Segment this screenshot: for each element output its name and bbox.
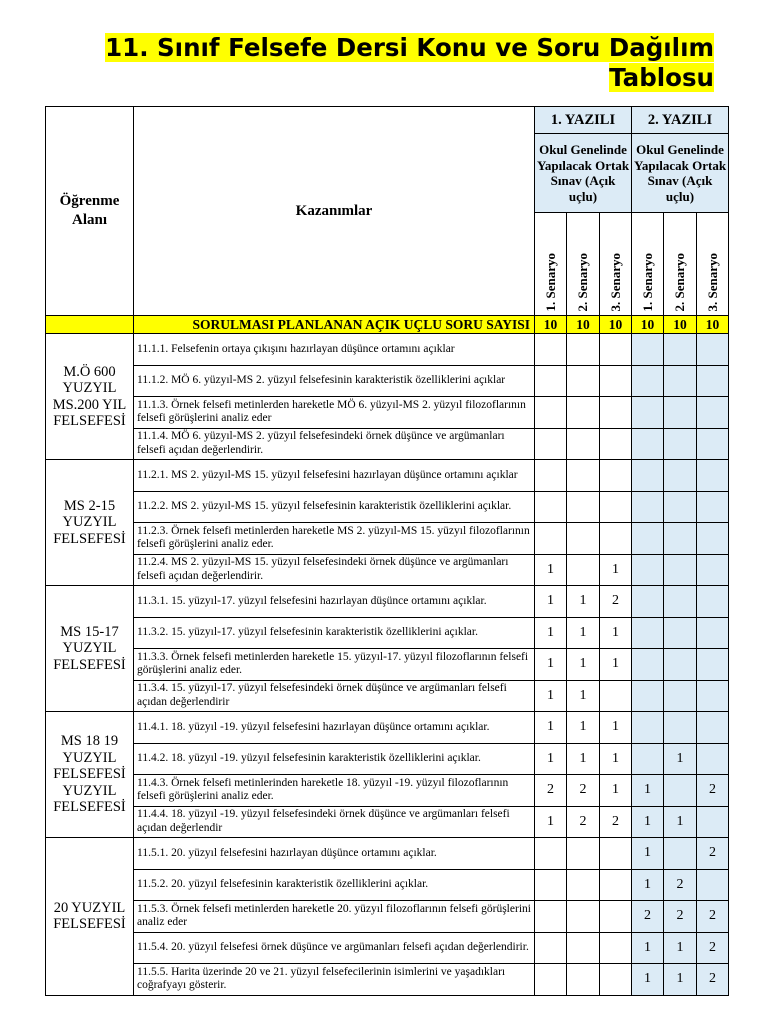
question-row-spacer: [46, 316, 134, 334]
kazanim-cell: 11.3.3. Örnek felsefi metinlerden hareketle 15. yüzyıl-17. yüzyıl filozoflarının felsefi görüşlerini analiz eder.: [134, 649, 535, 681]
table-row: [46, 964, 729, 996]
kazanim-cell: 11.1.4. MÖ 6. yüzyıl-MS 2. yüzyıl felsefesindeki örnek düşünce ve argümanları felsefi açıdan değerlendirir.: [134, 428, 535, 460]
question-count-cell: [535, 397, 567, 429]
kazanim-cell: 11.3.4. 15. yüzyıl-17. yüzyıl felsefesindeki örnek düşünce ve argümanları felsefi açıdan değerlendirir: [134, 680, 535, 712]
table-row: [46, 397, 729, 429]
question-count-cell: [567, 869, 600, 901]
yazili-2-header: 2. YAZILI: [632, 107, 729, 134]
question-count-cell: [535, 334, 567, 366]
okul-header-2: Okul Genelinde Yapılacak Ortak Sınav (Açık uçlu): [632, 134, 729, 213]
ogrenme-alani-cell: MS 15-17 YUZYIL FELSEFESİ: [46, 586, 134, 712]
question-count-cell: 1: [535, 649, 567, 681]
senaryo-label: 1. Senaryo: [542, 252, 558, 311]
question-count-cell: 1: [664, 932, 697, 964]
question-count-cell: 2: [600, 806, 632, 838]
question-count-cell: 2: [664, 901, 697, 933]
table-row: [46, 365, 729, 397]
question-count-cell: 1: [600, 649, 632, 681]
question-count-cell: [697, 491, 729, 523]
question-count-value: 10: [664, 316, 697, 334]
senaryo-label: 3. Senaryo: [704, 252, 720, 311]
table-row: [46, 838, 729, 870]
question-count-cell: [664, 334, 697, 366]
senaryo-header: [697, 213, 729, 316]
question-count-cell: [600, 932, 632, 964]
question-count-cell: 1: [567, 712, 600, 744]
question-count-cell: [697, 806, 729, 838]
question-count-cell: [697, 743, 729, 775]
question-count-cell: [632, 743, 664, 775]
question-count-cell: [632, 334, 664, 366]
question-count-cell: 1: [535, 743, 567, 775]
question-count-cell: [664, 680, 697, 712]
yazili-1-header: 1. YAZILI: [535, 107, 632, 134]
question-count-cell: [600, 397, 632, 429]
question-count-cell: 1: [535, 712, 567, 744]
question-count-cell: [632, 712, 664, 744]
question-count-cell: [664, 365, 697, 397]
question-count-cell: [664, 523, 697, 555]
question-count-cell: [567, 554, 600, 586]
table-row: [46, 617, 729, 649]
question-count-cell: 1: [567, 680, 600, 712]
question-count-cell: [600, 869, 632, 901]
question-count-cell: [567, 838, 600, 870]
question-count-cell: [567, 932, 600, 964]
kazanimlar-header: Kazanımlar: [134, 107, 535, 316]
question-count-cell: [632, 397, 664, 429]
question-count-cell: [600, 680, 632, 712]
question-count-cell: 2: [664, 869, 697, 901]
question-count-cell: 1: [600, 743, 632, 775]
question-count-cell: [535, 964, 567, 996]
question-count-cell: 2: [697, 838, 729, 870]
question-count-cell: 1: [632, 775, 664, 807]
table-row: [46, 649, 729, 681]
question-count-value: 10: [697, 316, 729, 334]
question-count-cell: 2: [600, 586, 632, 618]
question-count-cell: [567, 460, 600, 492]
ogrenme-alani-cell: MS 2-15 YUZYIL FELSEFESİ: [46, 460, 134, 586]
ogrenme-alani-cell: M.Ö 600 YUZYIL MS.200 YIL FELSEFESİ: [46, 334, 134, 460]
question-count-cell: [697, 428, 729, 460]
question-count-cell: [535, 869, 567, 901]
table-row: [46, 523, 729, 555]
kazanim-cell: 11.2.1. MS 2. yüzyıl-MS 15. yüzyıl felsefesini hazırlayan düşünce ortamını açıklar: [134, 460, 535, 492]
question-count-cell: [600, 365, 632, 397]
question-count-cell: [664, 617, 697, 649]
senaryo-header: [632, 213, 664, 316]
kazanim-cell: 11.5.1. 20. yüzyıl felsefesini hazırlayan düşünce ortamını açıklar.: [134, 838, 535, 870]
question-count-cell: [697, 554, 729, 586]
question-count-cell: 2: [697, 964, 729, 996]
question-count-cell: [632, 460, 664, 492]
question-count-cell: 1: [664, 964, 697, 996]
kazanim-cell: 11.5.5. Harita üzerinde 20 ve 21. yüzyıl felsefecilerinin isimlerini ve yaşadıkları coğrafyayı gösterir.: [134, 964, 535, 996]
question-count-cell: 2: [697, 901, 729, 933]
kazanim-cell: 11.2.3. Örnek felsefi metinlerden hareketle MS 2. yüzyıl-MS 15. yüzyıl filozoflarının felsefi görüşlerini analiz eder.: [134, 523, 535, 555]
question-count-cell: 2: [567, 806, 600, 838]
senaryo-label: 2. Senaryo: [672, 252, 687, 311]
question-count-cell: 1: [567, 586, 600, 618]
kazanim-cell: 11.1.2. MÖ 6. yüzyıl-MS 2. yüzyıl felsefesinin karakteristik özelliklerini açıklar: [134, 365, 535, 397]
question-count-cell: [697, 649, 729, 681]
question-count-cell: [567, 491, 600, 523]
kazanim-cell: 11.2.4. MS 2. yüzyıl-MS 15. yüzyıl felsefesindeki örnek düşünce ve argümanları felsefi açıdan değerlendirir.: [134, 554, 535, 586]
question-count-cell: 1: [632, 869, 664, 901]
question-count-cell: [632, 586, 664, 618]
question-count-cell: [664, 554, 697, 586]
question-count-cell: 1: [535, 554, 567, 586]
question-count-cell: [632, 680, 664, 712]
distribution-table: [45, 106, 729, 996]
question-count-cell: 1: [632, 964, 664, 996]
question-count-cell: [664, 428, 697, 460]
table-row: [46, 334, 729, 366]
question-count-cell: [664, 460, 697, 492]
ogrenme-alani-cell: MS 18 19 YUZYIL FELSEFESİ YUZYIL FELSEFESİ: [46, 712, 134, 838]
question-count-cell: [697, 617, 729, 649]
question-count-cell: [697, 460, 729, 492]
question-count-cell: 1: [567, 743, 600, 775]
question-count-cell: 1: [632, 806, 664, 838]
senaryo-header: [664, 213, 697, 316]
kazanim-cell: 11.1.3. Örnek felsefi metinlerden hareketle MÖ 6. yüzyıl-MS 2. yüzyıl filozoflarının felsefi görüşlerini analiz eder: [134, 397, 535, 429]
table-row: [46, 712, 729, 744]
question-count-cell: [632, 617, 664, 649]
question-count-cell: [632, 523, 664, 555]
question-count-cell: 1: [567, 617, 600, 649]
question-count-cell: [535, 523, 567, 555]
table-row: [46, 869, 729, 901]
question-count-cell: [697, 712, 729, 744]
question-count-cell: 1: [600, 775, 632, 807]
question-count-cell: [567, 901, 600, 933]
question-count-cell: 1: [535, 586, 567, 618]
question-count-cell: 1: [600, 617, 632, 649]
senaryo-label: 1. Senaryo: [639, 252, 655, 311]
question-count-cell: [664, 397, 697, 429]
question-count-cell: [600, 523, 632, 555]
question-count-cell: [632, 428, 664, 460]
ogrenme-alani-cell: 20 YUZYIL FELSEFESİ: [46, 838, 134, 996]
question-count-cell: 2: [632, 901, 664, 933]
question-count-cell: 2: [567, 775, 600, 807]
page-title: [74, 33, 714, 93]
question-count-cell: [697, 523, 729, 555]
question-count-cell: [664, 649, 697, 681]
table-row: [46, 775, 729, 807]
table-row: [46, 428, 729, 460]
question-count-cell: 1: [632, 932, 664, 964]
table-row: [46, 491, 729, 523]
kazanim-cell: 11.3.1. 15. yüzyıl-17. yüzyıl felsefesini hazırlayan düşünce ortamını açıklar.: [134, 586, 535, 618]
question-count-cell: [664, 838, 697, 870]
question-count-value: 10: [600, 316, 632, 334]
question-count-cell: [632, 491, 664, 523]
table-row: [46, 743, 729, 775]
kazanim-cell: 11.2.2. MS 2. yüzyıl-MS 15. yüzyıl felsefesinin karakteristik özelliklerini açıklar.: [134, 491, 535, 523]
question-count-cell: [664, 586, 697, 618]
question-count-cell: 2: [697, 932, 729, 964]
question-count-value: 10: [632, 316, 664, 334]
question-count-cell: 2: [697, 775, 729, 807]
question-count-value: 10: [567, 316, 600, 334]
question-count-cell: [567, 365, 600, 397]
question-count-cell: 1: [535, 806, 567, 838]
question-count-cell: [535, 428, 567, 460]
question-count-cell: [664, 491, 697, 523]
question-count-cell: [632, 649, 664, 681]
question-count-cell: [535, 365, 567, 397]
kazanim-cell: 11.4.2. 18. yüzyıl -19. yüzyıl felsefesinin karakteristik özelliklerini açıklar.: [134, 743, 535, 775]
senaryo-label: 3. Senaryo: [607, 252, 623, 311]
table-row: [46, 586, 729, 618]
question-count-cell: [664, 712, 697, 744]
kazanim-cell: 11.4.4. 18. yüzyıl -19. yüzyıl felsefesindeki örnek düşünce ve argümanları felsefi açıdan değerlendir: [134, 806, 535, 838]
question-count-cell: [697, 334, 729, 366]
question-count-label: SORULMASI PLANLANAN AÇIK UÇLU SORU SAYISI: [134, 316, 535, 334]
question-count-cell: 1: [535, 617, 567, 649]
table-row: [46, 680, 729, 712]
question-count-cell: [567, 428, 600, 460]
kazanim-cell: 11.4.1. 18. yüzyıl -19. yüzyıl felsefesini hazırlayan düşünce ortamını açıklar.: [134, 712, 535, 744]
question-count-cell: 1: [664, 743, 697, 775]
kazanim-cell: 11.5.2. 20. yüzyıl felsefesinin karakteristik özelliklerini açıklar.: [134, 869, 535, 901]
question-count-cell: 1: [535, 680, 567, 712]
table-row: [46, 901, 729, 933]
header-row-1: [46, 107, 729, 134]
question-count-cell: [697, 680, 729, 712]
senaryo-header: [567, 213, 600, 316]
question-count-cell: [600, 838, 632, 870]
senaryo-label: 2. Senaryo: [575, 252, 590, 311]
question-count-cell: 1: [664, 806, 697, 838]
question-count-row: [46, 316, 729, 334]
question-count-cell: [535, 491, 567, 523]
kazanim-cell: 11.1.1. Felsefenin ortaya çıkışını hazırlayan düşünce ortamını açıklar: [134, 334, 535, 366]
table-row: [46, 932, 729, 964]
question-count-cell: 1: [600, 712, 632, 744]
question-count-cell: 2: [535, 775, 567, 807]
ogrenme-alani-header: Öğrenme Alanı: [46, 107, 134, 316]
question-count-cell: [697, 365, 729, 397]
question-count-cell: [697, 397, 729, 429]
kazanim-cell: 11.5.3. Örnek felsefi metinlerden hareketle 20. yüzyıl filozoflarının felsefi görüşlerini analiz eder: [134, 901, 535, 933]
question-count-cell: [600, 964, 632, 996]
question-count-cell: [567, 964, 600, 996]
kazanim-cell: 11.3.2. 15. yüzyıl-17. yüzyıl felsefesinin karakteristik özelliklerini açıklar.: [134, 617, 535, 649]
page-title-text: 11. Sınıf Felsefe Dersi Konu ve Soru Dağılım Tablosu: [105, 33, 714, 92]
question-count-cell: [600, 334, 632, 366]
question-count-cell: [600, 460, 632, 492]
question-count-cell: [632, 554, 664, 586]
okul-header-1: Okul Genelinde Yapılacak Ortak Sınav (Açık uçlu): [535, 134, 632, 213]
question-count-cell: [664, 775, 697, 807]
table-row: [46, 554, 729, 586]
question-count-cell: 1: [600, 554, 632, 586]
question-count-cell: [697, 869, 729, 901]
table-row: [46, 460, 729, 492]
kazanim-cell: 11.4.3. Örnek felsefi metinlerinden hareketle 18. yüzyıl -19. yüzyıl filozoflarının felsefi görüşlerini analiz eder.: [134, 775, 535, 807]
kazanim-cell: 11.5.4. 20. yüzyıl felsefesi örnek düşünce ve argümanları felsefi açıdan değerlendirir.: [134, 932, 535, 964]
question-count-cell: [567, 334, 600, 366]
question-count-cell: [600, 491, 632, 523]
question-count-cell: [535, 901, 567, 933]
question-count-cell: 1: [632, 838, 664, 870]
senaryo-header: [600, 213, 632, 316]
question-count-cell: [600, 901, 632, 933]
question-count-cell: [600, 428, 632, 460]
question-count-value: 10: [535, 316, 567, 334]
question-count-cell: [535, 932, 567, 964]
table-row: [46, 806, 729, 838]
question-count-cell: [697, 586, 729, 618]
question-count-cell: [567, 523, 600, 555]
question-count-cell: [632, 365, 664, 397]
question-count-cell: 1: [567, 649, 600, 681]
question-count-cell: [567, 397, 600, 429]
question-count-cell: [535, 460, 567, 492]
question-count-cell: [535, 838, 567, 870]
senaryo-header: [535, 213, 567, 316]
